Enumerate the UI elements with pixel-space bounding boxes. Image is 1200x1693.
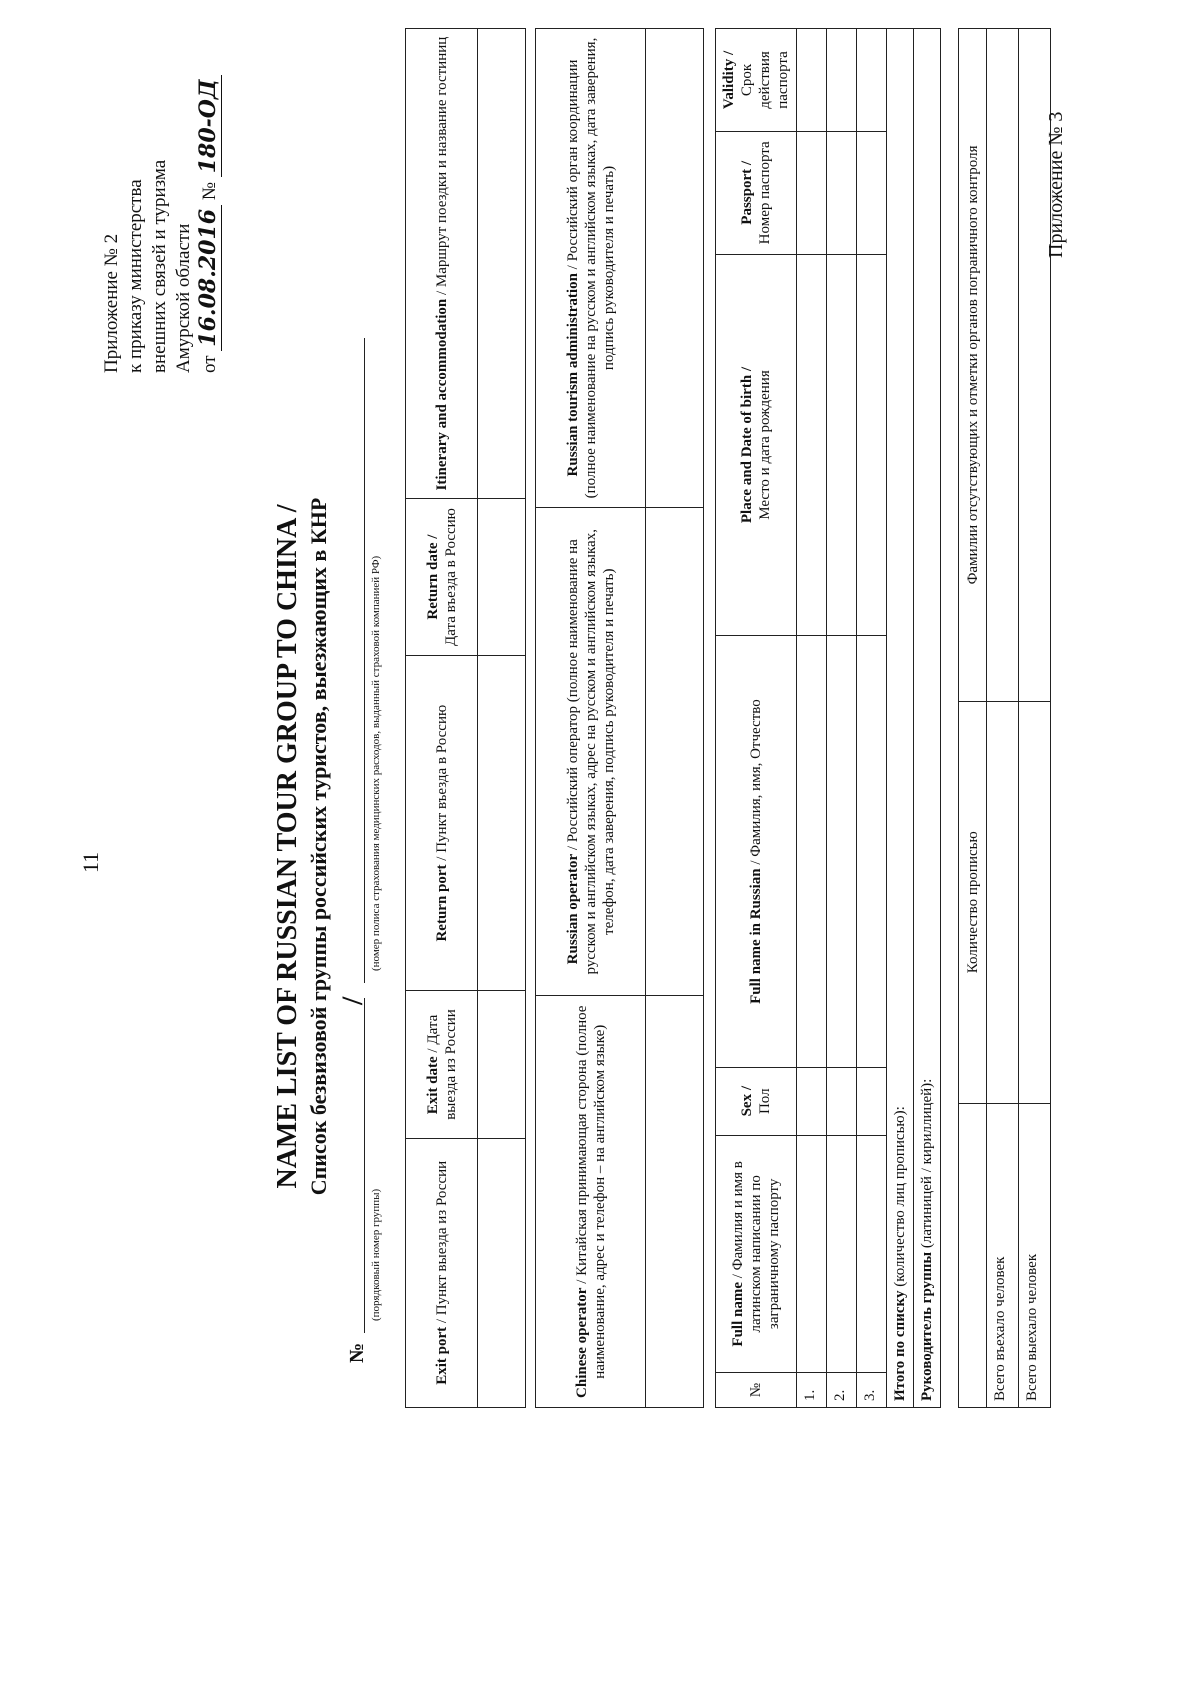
header-full-name: Full name / Фамилия и имя в латинском написании по заграничному паспорту: [716, 1135, 797, 1372]
header-return-port: Return port / Пункт въезда в Россию: [406, 655, 478, 990]
total-row[interactable]: Итого по списку (количество лиц прописью):: [887, 29, 914, 1408]
table-operators: [535, 28, 704, 1408]
cell-full-name[interactable]: [857, 1135, 887, 1372]
cell-birth[interactable]: [827, 254, 857, 636]
header-no: №: [716, 1373, 797, 1408]
appendix-2-block: [100, 13, 222, 373]
header-chinese-operator: Chinese operator / Китайская принимающая сторона (полное наименование, адрес и телефон – на английском языке): [536, 996, 646, 1408]
header-birth: Place and Date of birth / Место и дата рождения: [716, 254, 797, 636]
cell-validity[interactable]: [857, 29, 887, 132]
header-absent-names: Фамилии отсутствующих и отметки органов пограничного контроля: [959, 29, 987, 702]
row-number: 1.: [797, 1373, 827, 1408]
cell-sex[interactable]: [797, 1067, 827, 1135]
header-exit-port: Exit port / Пункт выезда из России: [406, 1138, 478, 1407]
appendix-2-line2: внешних связей и туризма: [149, 159, 170, 373]
header-russian-name: Full name in Russian / Фамилия, имя, Отчество: [716, 636, 797, 1067]
title-russian: Список безвизовой группы российских туристов, выезжающих в КНР: [306, 497, 331, 1196]
header-passport: Passport / Номер паспорта: [716, 131, 797, 254]
cell-russian-operator[interactable]: [646, 508, 704, 996]
row-number: 3.: [857, 1373, 887, 1408]
cell-entered-count[interactable]: [987, 701, 1019, 1103]
cell-sex[interactable]: [857, 1067, 887, 1135]
cell-exit-port[interactable]: [478, 1138, 526, 1407]
table-route: [405, 28, 526, 1408]
header-russian-operator: Russian operator / Российский оператор (полное наименование на русском и английском языках, адрес на русском и английском языках, телефон, дата заверения, подпись руководителя и печать): [536, 508, 646, 996]
cell-passport[interactable]: [797, 131, 827, 254]
header-exit-date: Exit date / Дата выезда из России: [406, 991, 478, 1138]
cell-return-port[interactable]: [478, 655, 526, 990]
cell-russian-name[interactable]: [827, 636, 857, 1067]
table-tourists: [715, 28, 941, 1408]
header-validity: Validity / Срок действия паспорта: [716, 29, 797, 132]
group-number-label: №: [346, 1342, 368, 1363]
cell-validity[interactable]: [797, 29, 827, 132]
cell-exit-date[interactable]: [478, 991, 526, 1138]
appendix-2-line1: к приказу министерства: [125, 179, 146, 373]
caption-policy-number: (номер полиса страхования медицинских расходов, выданный страховой компанией РФ): [370, 555, 382, 971]
cell-itinerary[interactable]: [478, 29, 526, 499]
appendix-2-line3: Амурской области: [173, 223, 194, 373]
cell-passport[interactable]: [827, 131, 857, 254]
header-itinerary: Itinerary and accommodation / Маршрут поездки и название гостиниц: [406, 29, 478, 499]
number-slash: /: [336, 996, 369, 1005]
cell-exited-count[interactable]: [1019, 701, 1051, 1103]
appendix-2-date-line: [196, 13, 222, 373]
row-label-exited: Всего выехало человек: [1019, 1103, 1051, 1407]
handwritten-number: 180-ОД: [195, 75, 222, 177]
cell-birth[interactable]: [857, 254, 887, 636]
cell-entered-notes[interactable]: [987, 29, 1019, 702]
number-prefix: №: [199, 182, 220, 201]
cell-birth[interactable]: [797, 254, 827, 636]
cell-full-name[interactable]: [797, 1135, 827, 1372]
cell-tourism-administration[interactable]: [646, 29, 704, 508]
table-row: [857, 29, 887, 1408]
cell-validity[interactable]: [827, 29, 857, 132]
page-number: 11: [78, 851, 103, 873]
cell-russian-name[interactable]: [797, 636, 827, 1067]
row-number: 2.: [827, 1373, 857, 1408]
cell-full-name[interactable]: [827, 1135, 857, 1372]
cell-return-date[interactable]: [478, 499, 526, 656]
header-count-words: Количество прописью: [959, 701, 987, 1103]
table-row: [797, 29, 827, 1408]
table-border-control: [958, 28, 1051, 1408]
leader-row[interactable]: Руководитель группы (латиницей / кириллицей):: [914, 29, 941, 1408]
header-sex: Sex / Пол: [716, 1067, 797, 1135]
caption-group-number: (порядковый номер группы): [370, 1188, 382, 1321]
row-label-entered: Всего въехало человек: [987, 1103, 1019, 1407]
handwritten-date: 16.08.2016: [195, 205, 222, 351]
header-return-date: Return date / Дата въезда в Россию: [406, 499, 478, 656]
cell-passport[interactable]: [857, 131, 887, 254]
group-number-line: [364, 998, 365, 1333]
appendix-2-title: Приложение № 2: [101, 233, 122, 373]
appendix-3-title: Приложение № 3: [1045, 111, 1067, 258]
header-empty: [959, 1103, 987, 1407]
cell-russian-name[interactable]: [857, 636, 887, 1067]
header-tourism-administration: Russian tourism administration / Российский орган координации (полное наименование на русском и английском языках, дата заверения, подпись руководителя и печать): [536, 29, 646, 508]
cell-sex[interactable]: [827, 1067, 857, 1135]
policy-number-line: [364, 338, 365, 983]
title-english: NAME LIST OF RUSSIAN TOUR GROUP TO CHINA /: [272, 504, 303, 1189]
table-row: [827, 29, 857, 1408]
date-prefix: от: [199, 355, 220, 373]
cell-chinese-operator[interactable]: [646, 996, 704, 1408]
